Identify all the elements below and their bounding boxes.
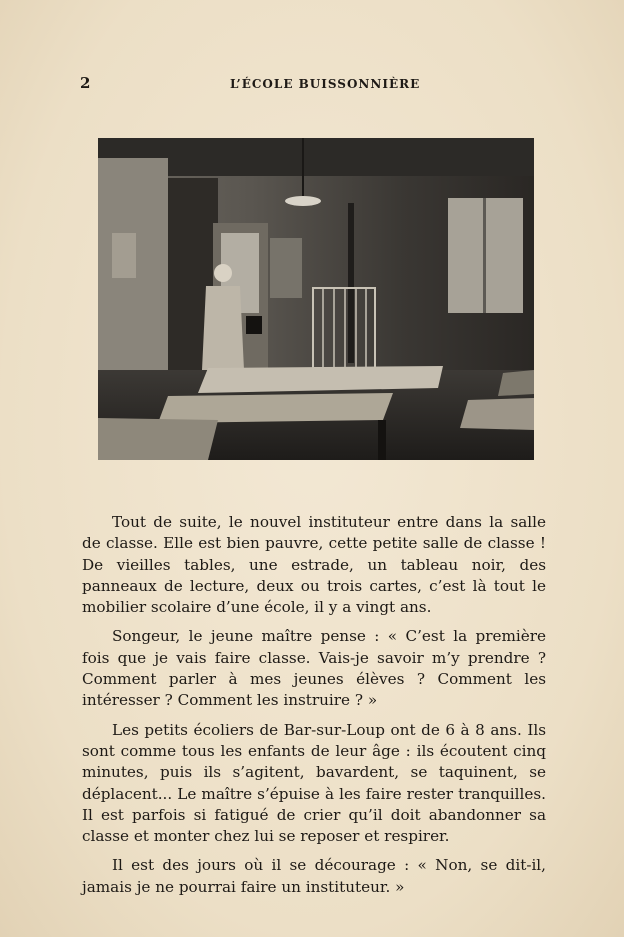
paragraph: Songeur, le jeune maître pense : « C’est la première fois que je vais faire classe. Vais-je savoir m’y prendre ? Comment parler à mes jeunes élèves ? Comment les intéresser ? Comment les instruire ? » (82, 627, 546, 710)
classroom-photo (98, 138, 534, 460)
body-text (82, 512, 546, 906)
page-header (80, 74, 540, 98)
page-number: 2 (80, 74, 91, 92)
paragraph: Il est des jours où il se décourage : « Non, se dit-il, jamais je ne pourrai faire un instituteur. » (82, 856, 546, 896)
classroom-photo-illustration (98, 138, 534, 460)
paragraph: Tout de suite, le nouvel instituteur entre dans la salle de classe. Elle est bien pauvre, cette petite salle de classe ! De vieilles tables, une estrade, un tableau noir, des panneaux de lecture, deux ou trois cartes, c’est là tout le mobilier scolaire d’une école, il y a vingt ans. (82, 513, 546, 617)
paragraph: Les petits écoliers de Bar-sur-Loup ont de 6 à 8 ans. Ils sont comme tous les enfants de leur âge : ils écoutent cinq minutes, puis ils s’agitent, bavardent, se taquinent, se déplacent... Le maître s’épuise à les faire rester tranquilles. Il est parfois si fatigué de crier qu’il doit abandonner sa classe et monter chez lui se reposer et respirer. (82, 720, 546, 846)
running-title: L’ÉCOLE BUISSONNIÈRE (230, 77, 421, 91)
